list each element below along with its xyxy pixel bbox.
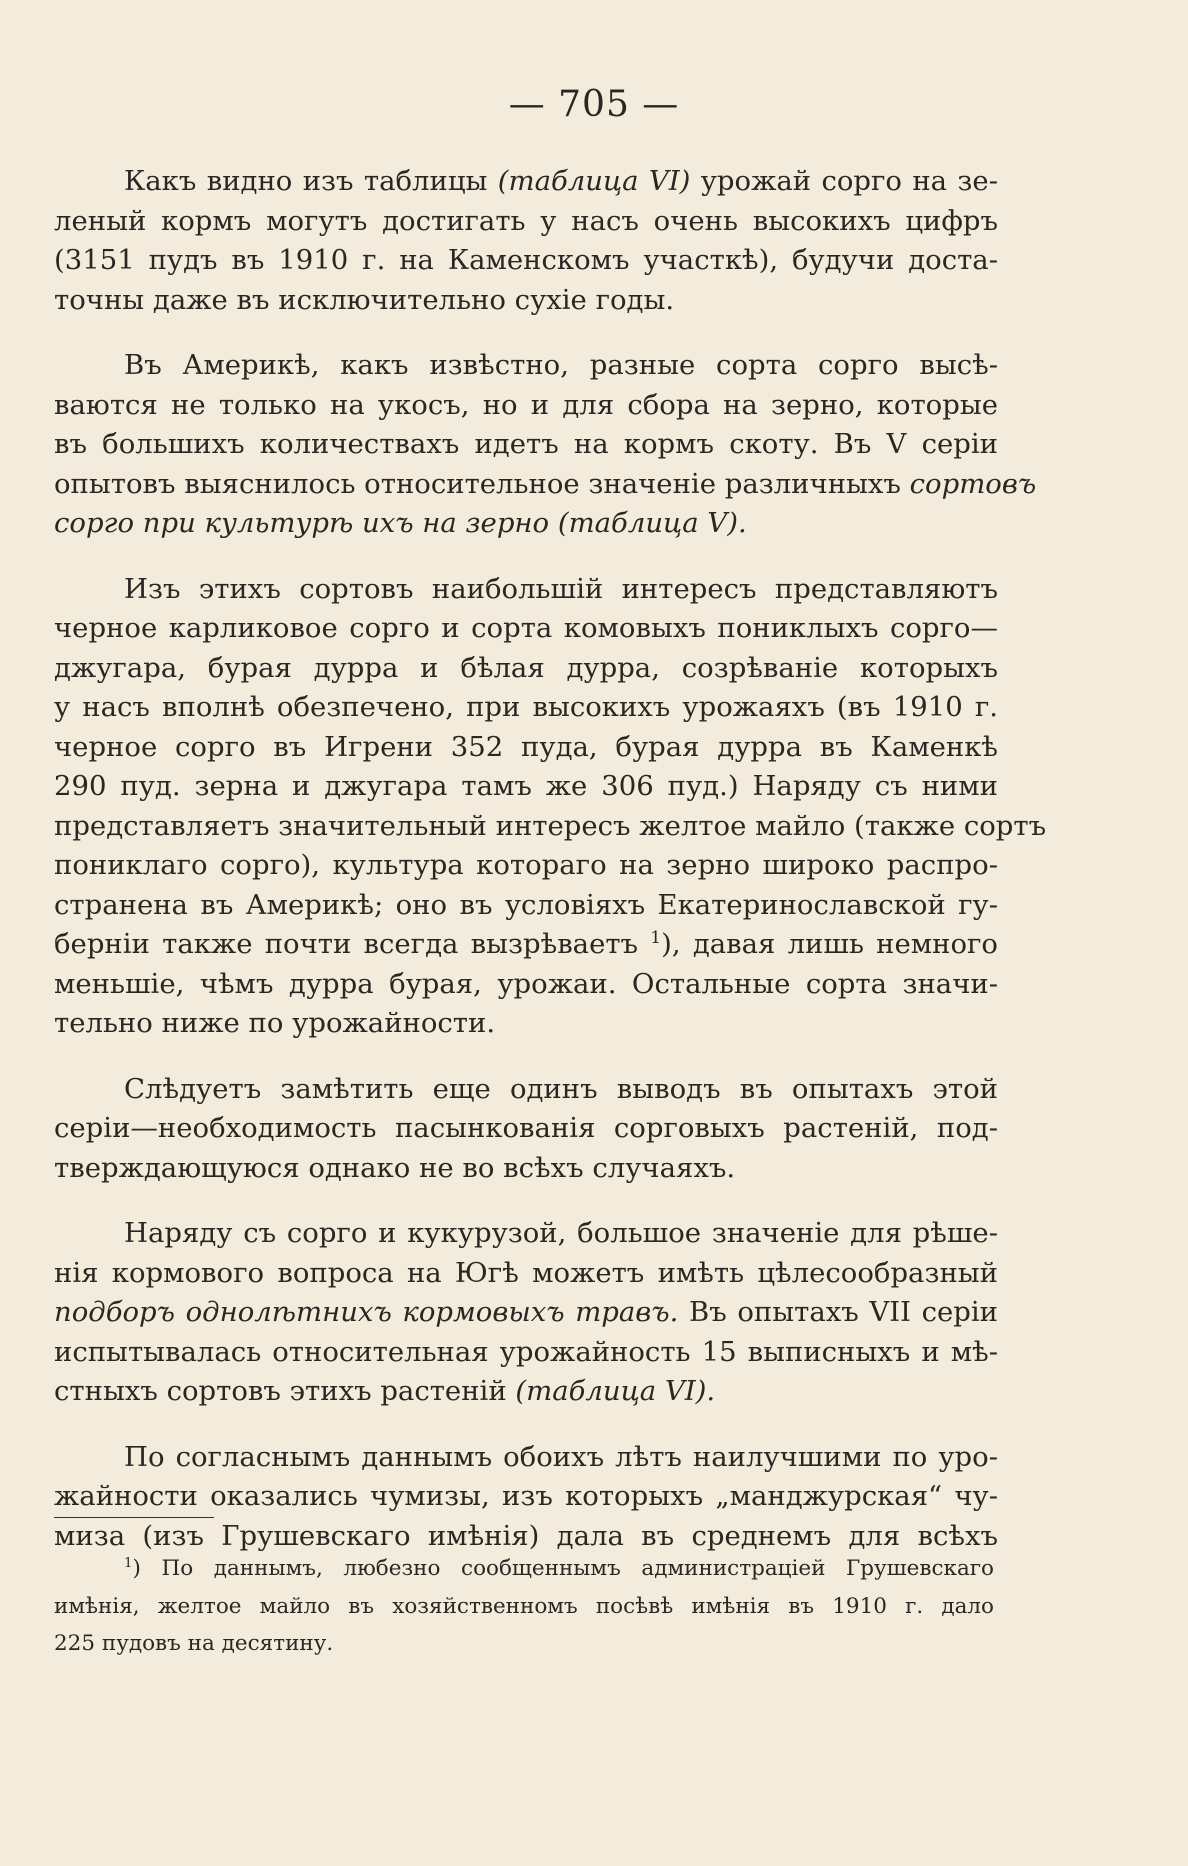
text-line: подборъ однолѣтнихъ кормовыхъ травъ. Въ опытахъ VII серіи [54,1296,998,1328]
paragraph [54,1438,998,1557]
italic-span: подборъ однолѣтнихъ кормовыхъ травъ. [54,1296,679,1328]
text-line: Слѣдуетъ замѣтить еще одинъ выводъ въ опытахъ этой [124,1072,998,1105]
text-line: черное сорго въ Игрени 352 пуда, бурая дурра въ Каменкѣ [54,730,998,763]
text-line: ваются не только на укосъ, но и для сбора на зерно, которые [54,388,998,421]
paragraph [54,162,998,320]
text-line: миза (изъ Грушевскаго имѣнія) дала въ среднемъ для всѣхъ [54,1519,998,1552]
body-text [54,162,1047,1582]
text-line: Какъ видно изъ таблицы (таблица VI) урожай сорго на зе- [124,165,998,197]
text-line: въ большихъ количествахъ идетъ на кормъ скоту. Въ V серіи [54,428,998,460]
text-line [54,504,998,544]
italic-span: (таблица VI). [515,1375,716,1407]
page-number: — 705 — [508,84,680,125]
text-line: стныхъ сортовъ этихъ растеній (таблица VI). [54,1375,716,1407]
italic-span: сортовъ [909,467,1037,500]
footnote-marker: 1 [124,1555,133,1571]
italic-span: (таблица VI) [497,165,691,197]
footnote-divider [54,1517,214,1518]
text-line: меньшіе, чѣмъ дурра бурая, урожаи. Остальные сорта значи- [54,967,998,1000]
text-line: представляетъ значительный интересъ желтое майло (также сортъ [54,809,1047,842]
text-line: нія кормового вопроса на Югѣ можетъ имѣть цѣлесообразный [54,1256,998,1289]
text-line: тельно ниже по урожайности. [54,1007,496,1039]
text-line: берніи также почти всегда вызрѣваетъ $^1$), давая лишь немного [54,927,998,960]
paragraph [54,1214,998,1412]
text-line: точны даже въ исключительно сухіе годы. [54,283,675,316]
text-line: пониклаго сорго), культура котораго на зерно широко распро- [54,849,998,881]
footnote [54,1550,994,1663]
text-line: черное карликовое сорго и сорта комовыхъ пониклыхъ сорго— [54,612,998,644]
text-line: Въ Америкѣ, какъ извѣстно, разные сорта сорго высѣ- [124,349,998,381]
footnote-line: 225 пудовъ на десятину. [54,1631,334,1656]
paragraph [54,570,1047,1044]
text-line: 290 пуд. зерна и джугара тамъ же 306 пуд.) Наряду съ ними [54,770,998,802]
text-line: леный кормъ могутъ достигать у насъ очень высокихъ цифръ [54,204,998,237]
text-line: джугара, бурая дурра и бѣлая дурра, созрѣваніе которыхъ [54,651,998,684]
footnote-line: $^1$) По даннымъ, любезно сообщеннымъ администраціей Грушевскаго [124,1555,994,1581]
text-line: жайности оказались чумизы, изъ которыхъ „манджурская“ чу- [54,1480,998,1512]
text-line: у насъ вполнѣ обезпечено, при высокихъ урожаяхъ (въ 1910 г. [54,691,998,723]
paragraph [54,346,1037,544]
text-line: По согласнымъ даннымъ обоихъ лѣтъ наилучшими по уро- [124,1440,998,1473]
text-line: Изъ этихъ сортовъ наибольшій интересъ представляютъ [124,572,998,605]
text-line: опытовъ выяснилось относительное значеніе различныхъ сортовъ [54,467,1037,500]
text-line: серіи—необходимость пасынкованія сорговыхъ растеній, под- [54,1112,998,1144]
footnote-marker: 1 [650,927,662,948]
footnote-line: имѣнія, желтое майло въ хозяйственномъ посѣвѣ имѣнія въ 1910 г. дало [54,1593,994,1619]
text-line: испытывалась относительная урожайность 15 выписныхъ и мѣ- [54,1335,998,1368]
text-line: тверждающуюся однако не во всѣхъ случаяхъ. [54,1151,736,1184]
text-line: Наряду съ сорго и кукурузой, большое значеніе для рѣше- [124,1217,998,1249]
italic-span: сорго при культурѣ ихъ на зерно (таблица V). [54,507,747,539]
text-line: странена въ Америкѣ; оно въ условіяхъ Екатеринославской гу- [54,888,998,921]
text-line: (3151 пудъ въ 1910 г. на Каменскомъ участкѣ), будучи доста- [54,244,998,276]
paragraph [54,1070,998,1189]
